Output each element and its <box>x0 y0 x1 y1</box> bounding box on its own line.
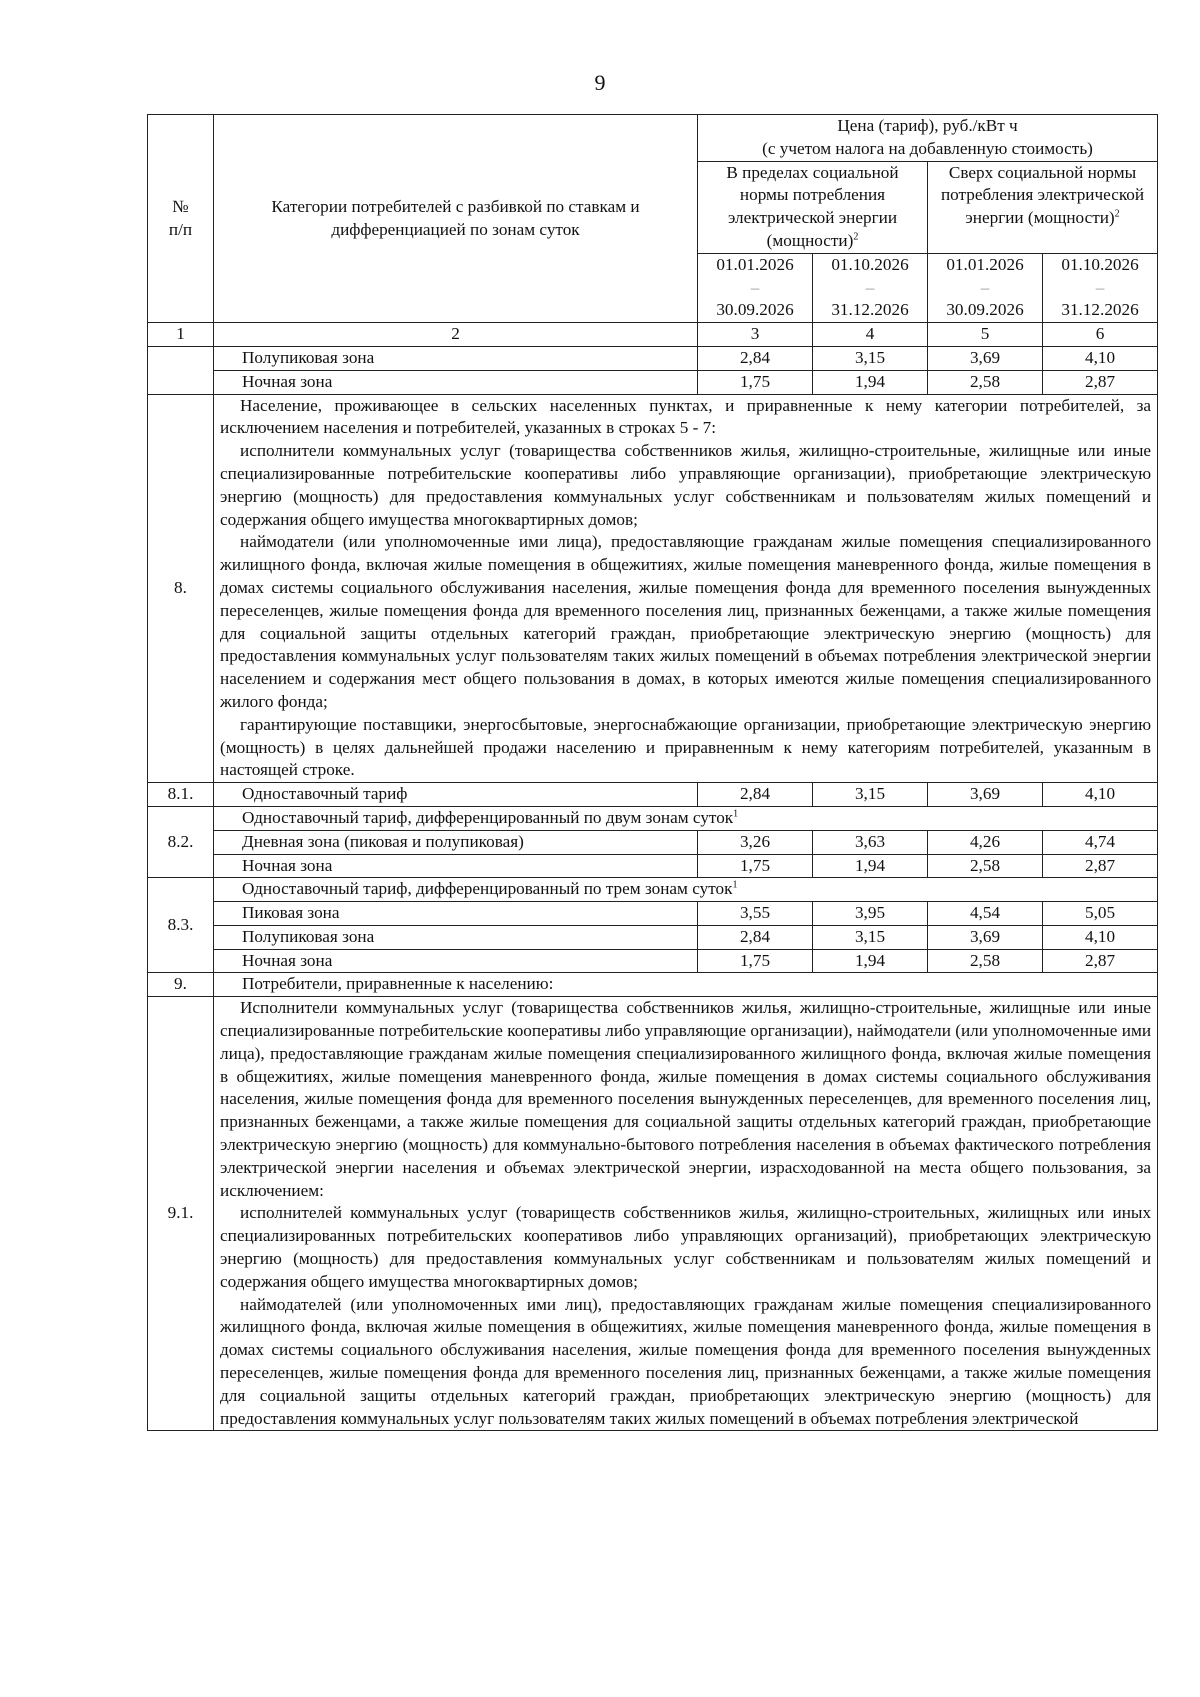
row-value: 4,10 <box>1043 346 1158 370</box>
row-label: Ночная зона <box>214 370 698 394</box>
table-row <box>148 973 1158 997</box>
row-value: 2,87 <box>1043 949 1158 973</box>
row-value: 2,84 <box>698 346 813 370</box>
col-number: 4 <box>813 323 928 347</box>
row-value: 4,26 <box>928 830 1043 854</box>
row-value: 2,58 <box>928 949 1043 973</box>
paragraph: Население, проживающее в сельских населенных пунктах, и приравненные к нему категории потребителей, за исключением населения и потребителей, указанных в строках 5 - 7: <box>220 395 1152 438</box>
row-value: 4,54 <box>928 902 1043 926</box>
row-label: Потребители, приравненные к населению: <box>214 973 1158 997</box>
row-value: 2,87 <box>1043 370 1158 394</box>
header-row-price <box>148 115 1158 162</box>
table-row <box>148 370 1158 394</box>
col-number: 6 <box>1043 323 1158 347</box>
row-value: 2,58 <box>928 854 1043 878</box>
col-number: 1 <box>148 323 214 347</box>
table-row <box>148 346 1158 370</box>
section-8-row <box>148 394 1158 783</box>
table-row <box>148 878 1158 902</box>
header-period-3: 01.01.2026 – 30.09.2026 <box>928 253 1043 322</box>
row-num: 8. <box>148 394 214 783</box>
paragraph: гарантирующие поставщики, энергосбытовые, энергоснабжающие организации, приобретающие электрическую энергию (мощность) в целях дальнейшей продажи населению и приравненным к нему категориям потребителей, указанным в настоящей строке. <box>220 714 1152 780</box>
row-value: 4,10 <box>1043 783 1158 807</box>
paragraph: наймодателей (или уполномоченных ими лиц), предоставляющих гражданам жилые помещения специализированного жилищного фонда, включая жилые помещения в общежитиях, жилые помещения маневренного фонда, жилые помещения в домах системы социального обслуживания населения, жилые помещения фонда для временного поселения вынужденных переселенцев, жилые помещения фонда для временного поселения лиц, признанных беженцами, а также жилые помещения для социальной защиты отдельных категорий граждан, приобретающих электрическую энергию (мощность) для предоставления коммунальных услуг пользователям таких жилых помещений в объемах потребления электрической <box>220 1294 1152 1428</box>
header-period-2: 01.10.2026 – 31.12.2026 <box>813 253 928 322</box>
header-period-4: 01.10.2026 – 31.12.2026 <box>1043 253 1158 322</box>
row-label: Ночная зона <box>214 854 698 878</box>
table-row <box>148 949 1158 973</box>
table-row <box>148 902 1158 926</box>
row-label: Пиковая зона <box>214 902 698 926</box>
row-title: Одноставочный тариф, дифференцированный по двум зонам суток$^1$ <box>214 806 1158 830</box>
row-title: Одноставочный тариф, дифференцированный по трем зонам суток$^1$ <box>214 878 1158 902</box>
row-value: 3,69 <box>928 925 1043 949</box>
table-row <box>148 854 1158 878</box>
header-period-1: 01.01.2026 – 30.09.2026 <box>698 253 813 322</box>
row-value: 3,69 <box>928 346 1043 370</box>
row-num: 8.2. <box>148 806 214 877</box>
row-value: 2,87 <box>1043 854 1158 878</box>
section-9-1-row <box>148 997 1158 1431</box>
row-value: 3,55 <box>698 902 813 926</box>
row-value: 2,58 <box>928 370 1043 394</box>
paragraph: Исполнители коммунальных услуг (товарищества собственников жилья, жилищно-строительные, жилищные или иные специализированные потребительские кооперативы либо управляющие организации), наймодатели (или уполномоченные ими лица), предоставляющие гражданам жилые помещения специализированного жилищного фонда, включая жилые помещения в общежитиях, жилые помещения маневренного фонда, жилые помещения в домах системы социального обслуживания населения, жилые помещения фонда для временного поселения вынужденных переселенцев, для временного поселения лиц, признанных беженцами, а также жилые помещения для социальной защиты отдельных категорий граждан, приобретающие электрическую энергию (мощность) для коммунально-бытового потребления населения в объемах фактического потребления электрической энергии населения и объемах электрической энергии, израсходованной на места общего пользования, за исключением: <box>220 998 1152 1200</box>
row-value: 3,95 <box>813 902 928 926</box>
page-number: 9 <box>594 70 606 95</box>
row-num: 9. <box>148 973 214 997</box>
header-price-line2: (с учетом налога на добавленную стоимость) <box>762 138 1093 158</box>
header-num: № п/п <box>148 115 214 323</box>
row-value: 4,74 <box>1043 830 1158 854</box>
row-label: Одноставочный тариф <box>214 783 698 807</box>
table-row <box>148 925 1158 949</box>
row-value: 1,75 <box>698 854 813 878</box>
row-value: 1,94 <box>813 949 928 973</box>
table-row <box>148 783 1158 807</box>
row-label: Полупиковая зона <box>214 346 698 370</box>
row-value: 3,15 <box>813 346 928 370</box>
row-value: 2,84 <box>698 783 813 807</box>
row-value: 4,10 <box>1043 925 1158 949</box>
row-value: 3,15 <box>813 925 928 949</box>
paragraph: наймодатели (или уполномоченные ими лица), предоставляющие гражданам жилые помещения специализированного жилищного фонда, включая жилые помещения в общежитиях, жилые помещения маневренного фонда, жилые помещения в домах системы социального обслуживания населения, жилые помещения фонда для временного поселения вынужденных переселенцев, жилые помещения фонда для временного поселения лиц, признанных беженцами, а также жилые помещения для социальной защиты отдельных категорий граждан, приобретающие электрическую энергию (мощность) для предоставления коммунальных услуг пользователям таких жилых помещений в объемах потребления электрической энергии населением и содержания мест общего пользования в домах, в которых имеются жилые помещения специализированного жилого фонда; <box>220 532 1152 711</box>
row-value: 1,75 <box>698 370 813 394</box>
row-value: 2,84 <box>698 925 813 949</box>
header-above-norm: Сверх социальной нормы потребления электрической энергии (мощности)$^2$ <box>928 161 1158 253</box>
section-9-1-text <box>214 997 1158 1431</box>
header-price <box>698 115 1158 162</box>
row-value: 3,15 <box>813 783 928 807</box>
row-label: Ночная зона <box>214 949 698 973</box>
table-row <box>148 830 1158 854</box>
row-value: 3,63 <box>813 830 928 854</box>
column-numbers-row <box>148 323 1158 347</box>
tariff-table <box>147 114 1158 1431</box>
paragraph: исполнители коммунальных услуг (товарищества собственников жилья, жилищно-строительные, жилищные или иные специализированные потребительские кооперативы либо управляющие организации), приобретающие электрическую энергию (мощность) для предоставления коммунальных услуг собственникам и пользователям жилых помещений и содержания общего имущества многоквартирных домов; <box>220 441 1152 529</box>
col-number: 3 <box>698 323 813 347</box>
row-value: 1,94 <box>813 854 928 878</box>
row-label: Дневная зона (пиковая и полупиковая) <box>214 830 698 854</box>
row-value: 1,94 <box>813 370 928 394</box>
section-8-text <box>214 394 1158 783</box>
col-number: 5 <box>928 323 1043 347</box>
row-num: 9.1. <box>148 997 214 1431</box>
table-row <box>148 806 1158 830</box>
header-category: Категории потребителей с разбивкой по ставкам и дифференциацией по зонам суток <box>214 115 698 323</box>
row-num: 8.3. <box>148 878 214 973</box>
header-price-line1: Цена (тариф), руб./кВт ч <box>837 116 1018 135</box>
row-value: 3,26 <box>698 830 813 854</box>
row-value: 3,69 <box>928 783 1043 807</box>
row-num-empty <box>148 346 214 394</box>
header-within-norm: В пределах социальной нормы потребления электрической энергии (мощности)$^2$ <box>698 161 928 253</box>
row-value: 1,75 <box>698 949 813 973</box>
row-label: Полупиковая зона <box>214 925 698 949</box>
row-value: 5,05 <box>1043 902 1158 926</box>
paragraph: исполнителей коммунальных услуг (товариществ собственников жилья, жилищно-строительных, жилищных или иных специализированных потребительских кооперативов либо управляющих организаций), приобретающих электрическую энергию (мощность) для предоставления коммунальных услуг собственникам и пользователям жилых помещений и содержания общего имущества многоквартирных домов; <box>220 1203 1152 1291</box>
col-number: 2 <box>214 323 698 347</box>
row-num: 8.1. <box>148 783 214 807</box>
